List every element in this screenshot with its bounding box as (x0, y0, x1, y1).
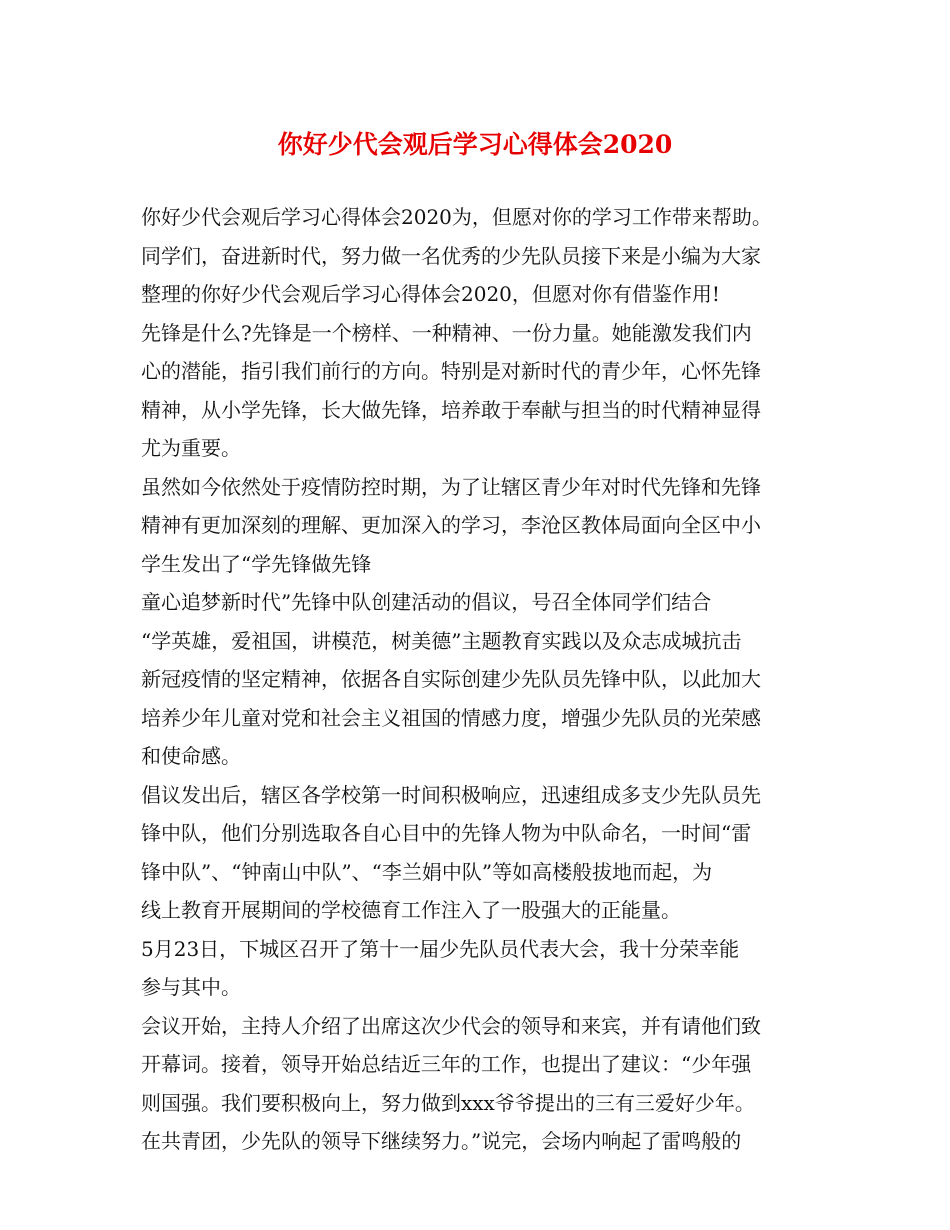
body-line: 线上教育开展期间的学校德育工作注入了一股强大的正能量。 (141, 898, 681, 922)
document-body (141, 198, 816, 1161)
body-line: 你好少代会观后学习心得体会2020为，但愿对你的学习工作带来帮助。 (141, 205, 772, 229)
body-line: 整理的你好少代会观后学习心得体会2020，但愿对你有借鉴作用! (141, 282, 720, 306)
body-line: 5月23日，下城区召开了第十一届少先队员代表大会，我十分荣幸能 (141, 936, 740, 961)
body-line: “学英雄，爱祖国，讲模范，树美德”主题教育实践以及众志成城抗击 (141, 628, 742, 653)
body-line: 同学们，奋进新时代，努力做一名优秀的少先队员接下来是小编为大家 (141, 243, 761, 268)
body-line: 童心追梦新时代”先锋中队创建活动的倡议，号召全体同学们结合 (141, 590, 712, 614)
body-line: 新冠疫情的坚定精神，依据各自实际创建少先队员先锋中队，以此加大 (141, 667, 761, 691)
body-line: 先锋是什么?先锋是一个榜样、一种精神、一份力量。她能激发我们内 (141, 320, 752, 345)
body-line: 尤为重要。 (141, 436, 241, 460)
body-line: 参与其中。 (141, 975, 241, 999)
document-title: 你好少代会观后学习心得体会2020 (277, 130, 673, 159)
body-line: 精神，从小学先锋，长大做先锋，培养敢于奉献与担当的时代精神显得 (141, 397, 761, 422)
body-line: 精神有更加深刻的理解、更加深入的学习，李沧区教体局面向全区中小 (141, 513, 761, 537)
body-line: 学生发出了“学先锋做先锋 (141, 551, 372, 576)
body-line: 则国强。我们要积极向上，努力做到xxx爷爷提出的三有三爱好少年。 (141, 1090, 755, 1115)
body-line: 会议开始，主持人介绍了出席这次少代会的领导和来宾，并有请他们致 (141, 1013, 761, 1038)
body-line: 虽然如今依然处于疫情防控时期，为了让辖区青少年对时代先锋和先锋 (141, 474, 761, 499)
body-line: 开幕词。接着，领导开始总结近三年的工作，也提出了建议：“少年强 (141, 1052, 752, 1076)
body-line: 和使命感。 (141, 744, 241, 768)
body-line: 培养少年儿童对党和社会主义祖国的情感力度，增强少先队员的光荣感 (141, 705, 761, 730)
body-line: 在共青团，少先队的领导下继续努力。”说完，会场内响起了雷鸣般的 (141, 1129, 742, 1153)
body-line: 心的潜能，指引我们前行的方向。特别是对新时代的青少年，心怀先锋 (141, 359, 761, 383)
body-line: 倡议发出后，辖区各学校第一时间积极响应，迅速组成多支少先队员先 (141, 782, 761, 807)
body-line: 锋中队”、“钟南山中队”、“李兰娟中队”等如高楼般拔地而起，为 (141, 859, 713, 884)
body-line: 锋中队，他们分别选取各自心目中的先锋人物为中队命名，一时间“雷 (141, 821, 752, 845)
